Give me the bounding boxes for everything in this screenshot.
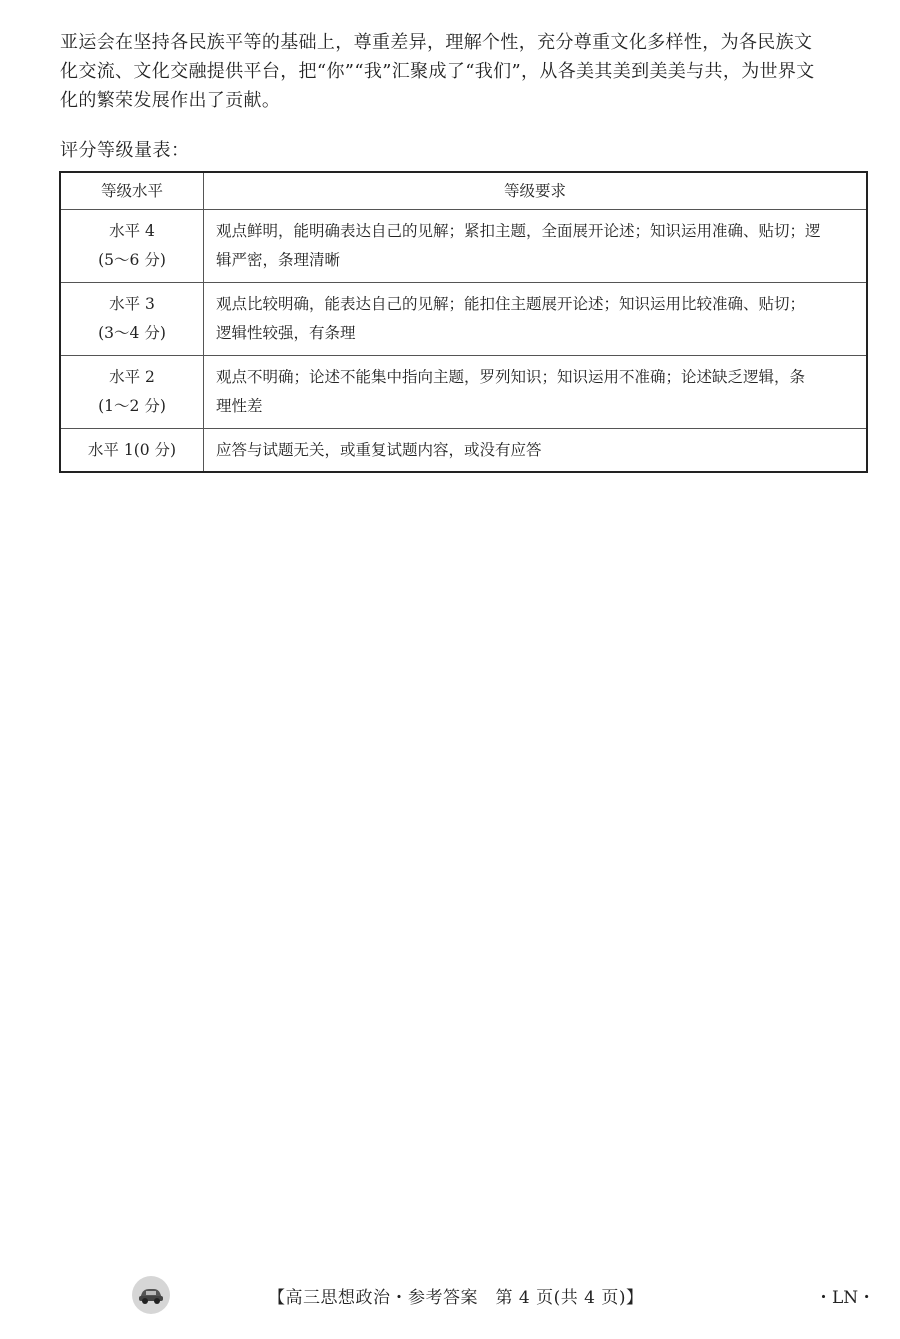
header-level: 等级水平 [60,172,204,210]
table-row [60,356,867,429]
footer-code: ・LN・ [815,1288,876,1308]
paragraph-line: 化交流、文化交融提供平台，把“你”“我”汇聚成了“我们”，从各美其美到美美与共，为世界文 [60,61,815,82]
car-logo-icon [132,1276,170,1314]
level-score: (5～6 分) [98,251,166,269]
requirement-line: 观点不明确；论述不能集中指向主题，罗列知识；知识运用不准确；论述缺乏逻辑，条 [216,368,806,386]
requirement-line: 逻辑性较强，有条理 [216,324,356,342]
level-cell [60,283,204,356]
requirement-line: 观点比较明确，能表达自己的见解；能扣住主题展开论述；知识运用比较准确、贴切； [216,295,806,313]
table-title: 评分等级量表： [60,140,190,161]
requirement-cell [204,356,868,429]
level-label: 水平 4 [109,222,155,240]
level-label: 水平 2 [109,368,155,386]
requirement-line: 理性差 [216,397,263,415]
paragraph-line: 化的繁荣发展作出了贡献。 [60,90,281,111]
table-row [60,283,867,356]
table-header-row [60,172,867,210]
requirement-line: 辑严密，条理清晰 [216,251,341,269]
table-row [60,210,867,283]
level-cell [60,210,204,283]
scoring-rubric-table [59,171,868,473]
level-score: (3～4 分) [98,324,166,342]
header-requirement: 等级要求 [204,172,868,210]
level-cell: 水平 1(0 分) [60,429,204,473]
requirement-cell: 应答与试题无关，或重复试题内容，或没有应答 [204,429,868,473]
paragraph-line: 亚运会在坚持各民族平等的基础上，尊重差异，理解个性，充分尊重文化多样性，为各民族文 [60,32,813,53]
footer-page-info: 【高三思想政治・参考答案 第 4 页(共 4 页)】 [268,1288,644,1308]
level-label: 水平 3 [109,295,155,313]
table-row [60,429,867,473]
requirement-line: 观点鲜明，能明确表达自己的见解；紧扣主题，全面展开论述；知识运用准确、贴切；逻 [216,222,821,240]
requirement-cell [204,283,868,356]
requirement-cell [204,210,868,283]
level-score: (1～2 分) [98,397,166,415]
answer-paragraph [60,28,872,115]
level-cell [60,356,204,429]
